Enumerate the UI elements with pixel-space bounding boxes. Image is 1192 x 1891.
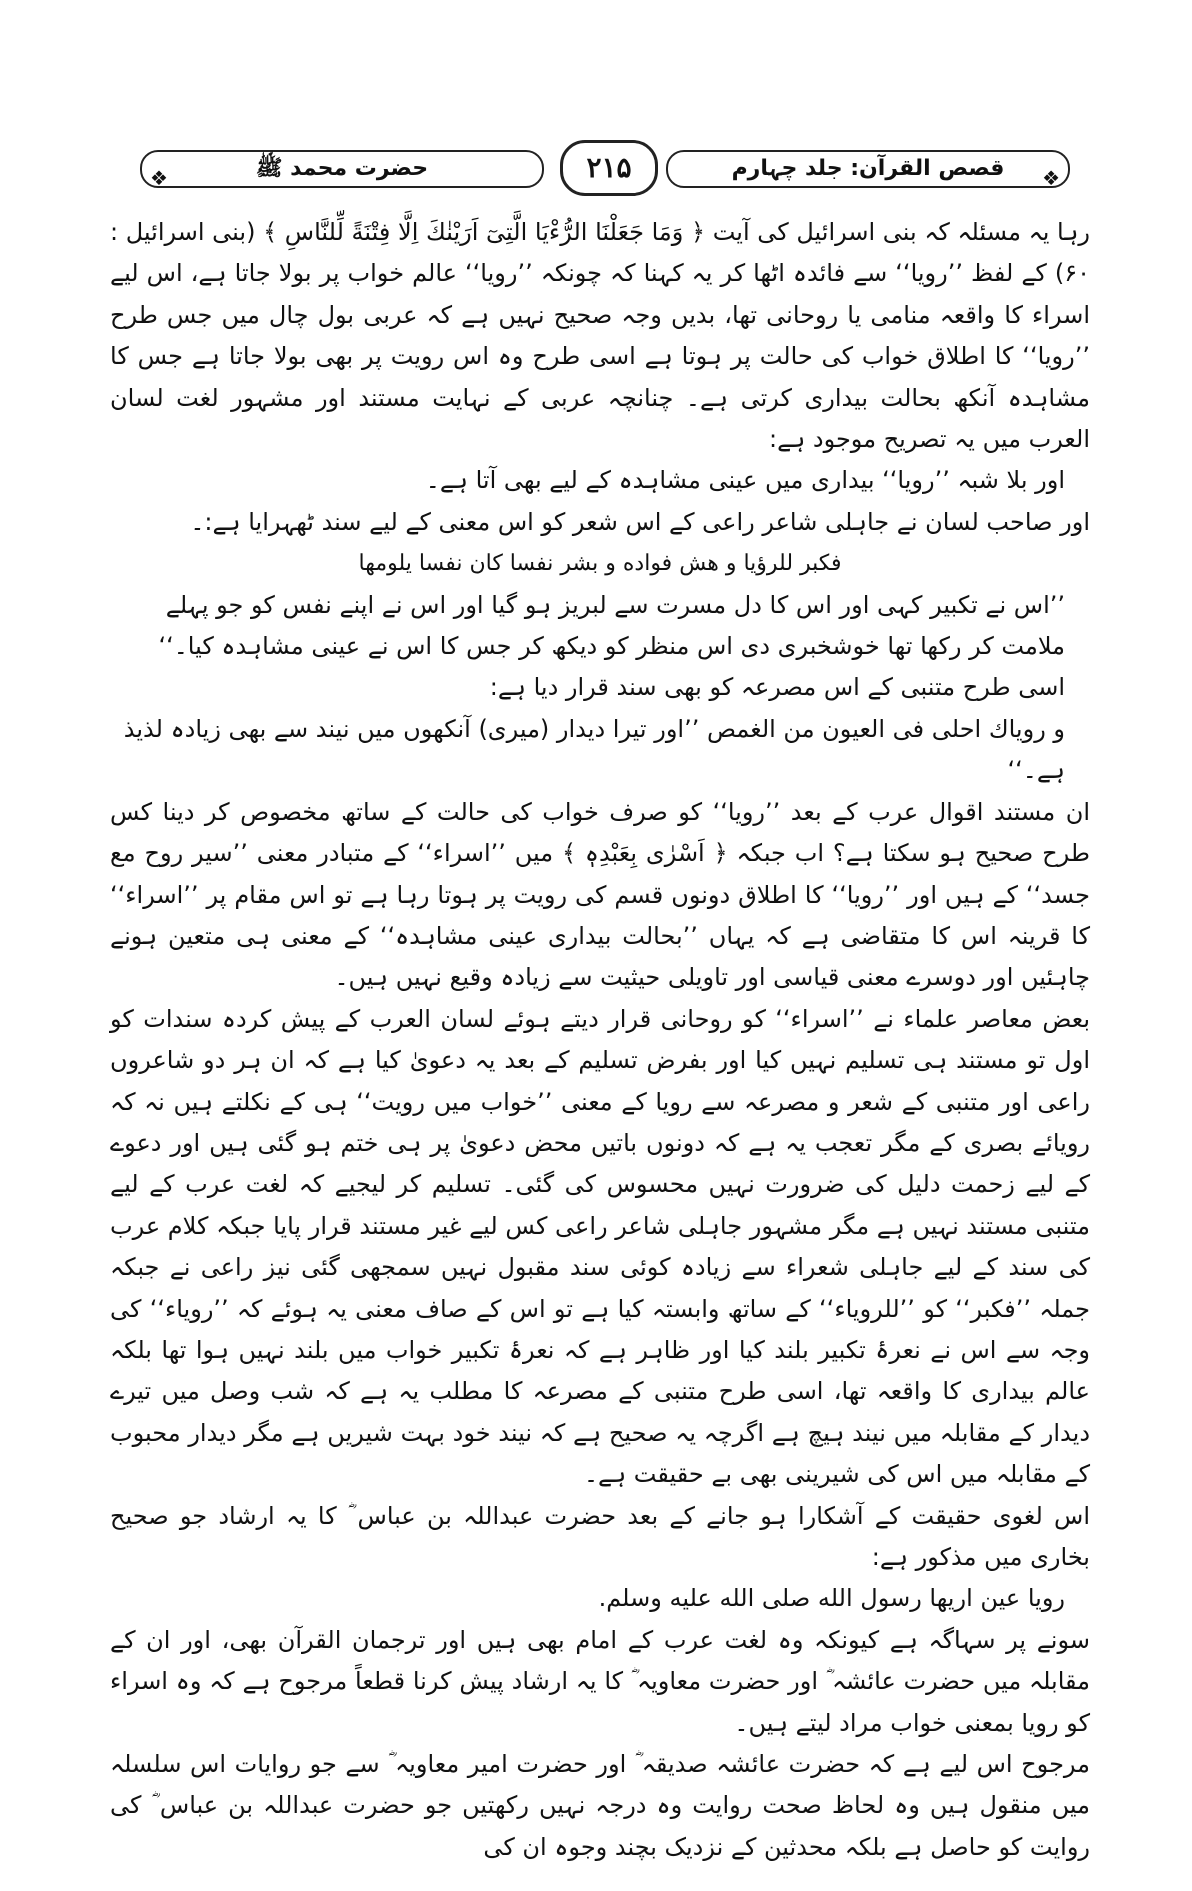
page-number: ۲۱۵ (560, 140, 658, 196)
page-body (110, 212, 1090, 1868)
paragraph: مرجوح اس لیے ہے کہ حضرت عائشہ صدیقہ ؓ اور حضرت امیر معاویہ ؓ سے جو روایات اس سلسلہ میں منقول ہیں وہ لحاظ صحت روایت وہ درجہ نہیں رکھتیں جو حضرت عبداللہ بن عباس ؓ کی روایت کو حاصل ہے بلکہ محدثین کے نزدیک بچند وجوہ ان کی (110, 1750, 1090, 1861)
paragraph: اس لغوی حقیقت کے آشکارا ہو جانے کے بعد حضرت عبداللہ بن عباس ؓ کا یہ ارشاد جو صحیح بخاری میں مذکور ہے: (110, 1501, 1090, 1571)
ornament-icon: ❖ (1042, 166, 1060, 190)
book-title-frame (666, 150, 1070, 188)
paragraph: رہا یہ مسئلہ کہ بنی اسرائیل کی آیت ﴿ وَمَا جَعَلْنَا الرُّءْيَا الَّتِىٓ اَرَيْنٰكَ اِلَّا فِتْنَةً لِّلنَّاسِ ﴾ (بنی اسرائیل : ۶۰) کے لفظ ’’رویا‘‘ سے فائدہ اٹھا کر یہ کہنا کہ چونکہ ’’رویا‘‘ عالم خواب پر بولا جاتا ہے، اس لیے اسراء کا واقعہ منامی یا روحانی تھا، بدیں وجہ صحیح نہیں ہے کہ عربی بول چال میں جس طرح ’’رویا‘‘ کا اطلاق خواب کی حالت پر ہوتا ہے اسی طرح وہ اس رویت پر بھی بولا جاتا ہے جس کا مشاہدہ آنکھ بحالت بیداری کرتی ہے۔ چنانچہ عربی کے نہایت مستند اور مشہور لغت لسان العرب میں یہ تصریح موجود ہے: (110, 218, 1090, 454)
quote: و رویاك احلی فی العیون من الغمص ’’اور تیرا دیدار (میری) آنکھوں میں نیند سے بھی زیادہ لذیذ ہے۔‘‘ (123, 714, 1065, 785)
ornament-icon: ❖ (150, 166, 168, 190)
page-header (140, 140, 1070, 196)
book-title: قصص القرآن: جلد چہارم (731, 156, 1005, 181)
chapter-title: حضرت محمد ﷺ (255, 156, 429, 181)
arabic-verse: فکبر للرؤیا و هش فواده و بشر نفسا کان نفسا یلومها (358, 551, 842, 577)
quote: رویا عین اریها رسول الله صلی الله علیه وسلم. (598, 1584, 1065, 1613)
paragraph: ان مستند اقوال عرب کے بعد ’’رویا‘‘ کو صرف خواب کی حالت کے ساتھ مخصوص کر دینا کس طرح صحیح ہو سکتا ہے؟ اب جبکہ ﴿ اَسْرٰى بِعَبْدِهٖ ﴾ میں ’’اسراء‘‘ کے متبادر معنی ’’سیر روح مع جسد‘‘ کے ہیں اور ’’رویا‘‘ کا اطلاق دونوں قسم کی رویت پر ہوتا رہا ہے تو اس مقام پر ’’اسراء‘‘ کا قرینہ اس کا متقاضی ہے کہ یہاں ’’بحالت بیداری عینی مشاہدہ‘‘ کے معنی ہی متعین ہونے چاہئیں اور دوسرے معنی قیاسی اور تاویلی حیثیت سے زیادہ وقیع نہیں ہیں۔ (110, 797, 1091, 992)
paragraph: بعض معاصر علماء نے ’’اسراء‘‘ کو روحانی قرار دیتے ہوئے لسان العرب کے پیش کردہ سندات کو اول تو مستند ہی تسلیم نہیں کیا اور بفرض تسلیم کے بعد یہ دعویٰ کیا ہے کہ ان ہر دو شاعروں راعی اور متنبی کے شعر و مصرعہ سے رویا کے معنی ’’خواب میں رویت‘‘ ہی کے نکلتے ہیں نہ کہ رویائے بصری کے مگر تعجب یہ ہے کہ دونوں باتیں محض دعویٰ پر ہی ختم ہو گئی ہیں اور دعوے کے لیے زحمت دلیل کی ضرورت نہیں محسوس کی گئی۔ تسلیم کر لیجیے کہ لغت عرب کے لیے متنبی مستند نہیں ہے مگر مشہور جاہلی شاعر راعی کس لیے غیر مستند قرار پایا جبکہ کلام عرب کی سند کے لیے جاہلی شعراء سے زیادہ کوئی سند مقبول نہیں سمجھی گئی نیز راعی نے جبکہ جملہ ’’فکبر‘‘ کو ’’للرویاء‘‘ کے ساتھ وابستہ کیا ہے تو اس کے صاف معنی یہ ہوئے کہ ’’رویاء‘‘ کی وجہ سے اس نے نعرۂ تکبیر بلند کیا اور ظاہر ہے کہ نعرۂ تکبیر خواب میں بلند نہیں ہوا تھا بلکہ عالم بیداری کا واقعہ تھا، اسی طرح متنبی کے مصرعہ کا مطلب یہ ہے کہ شب وصل میں تیرے دیدار کے مقابلہ میں نیند ہیچ ہے اگرچہ یہ صحیح ہے کہ نیند خود بہت شیریں ہے مگر دیدار محبوب کے مقابلہ میں اس کی شیرینی بھی بے حقیقت ہے۔ (110, 1004, 1090, 1489)
quote: اور بلا شبہ ’’رویا‘‘ بیداری میں عینی مشاہدہ کے لیے بھی آتا ہے۔ (425, 466, 1065, 495)
quote: ’’اس نے تکبیر کہی اور اس کا دل مسرت سے لبریز ہو گیا اور اس نے اپنے نفس کو جو پہلے ملامت کر رکھا تھا خوشخبری دی اس منظر کو دیکھ کر جس کا اس نے عینی مشاہدہ کیا۔‘‘ اسی طرح متنبی کے اس مصرعہ کو بھی سند قرار دیا ہے: (158, 590, 1065, 702)
chapter-title-frame (140, 150, 544, 188)
paragraph: اور صاحب لسان نے جاہلی شاعر راعی کے اس شعر کو اس معنی کے لیے سند ٹھہرایا ہے:۔ (190, 507, 1090, 536)
paragraph: سونے پر سہاگہ ہے کیونکہ وہ لغت عرب کے امام بھی ہیں اور ترجمان القرآن بھی، اور ان کے مقابلہ میں حضرت عائشہ ؓ اور حضرت معاویہ ؓ کا یہ ارشاد پیش کرنا قطعاً مرجوح ہے کہ وہ اسراء کو رویا بمعنی خواب مراد لیتے ہیں۔ (110, 1625, 1090, 1737)
